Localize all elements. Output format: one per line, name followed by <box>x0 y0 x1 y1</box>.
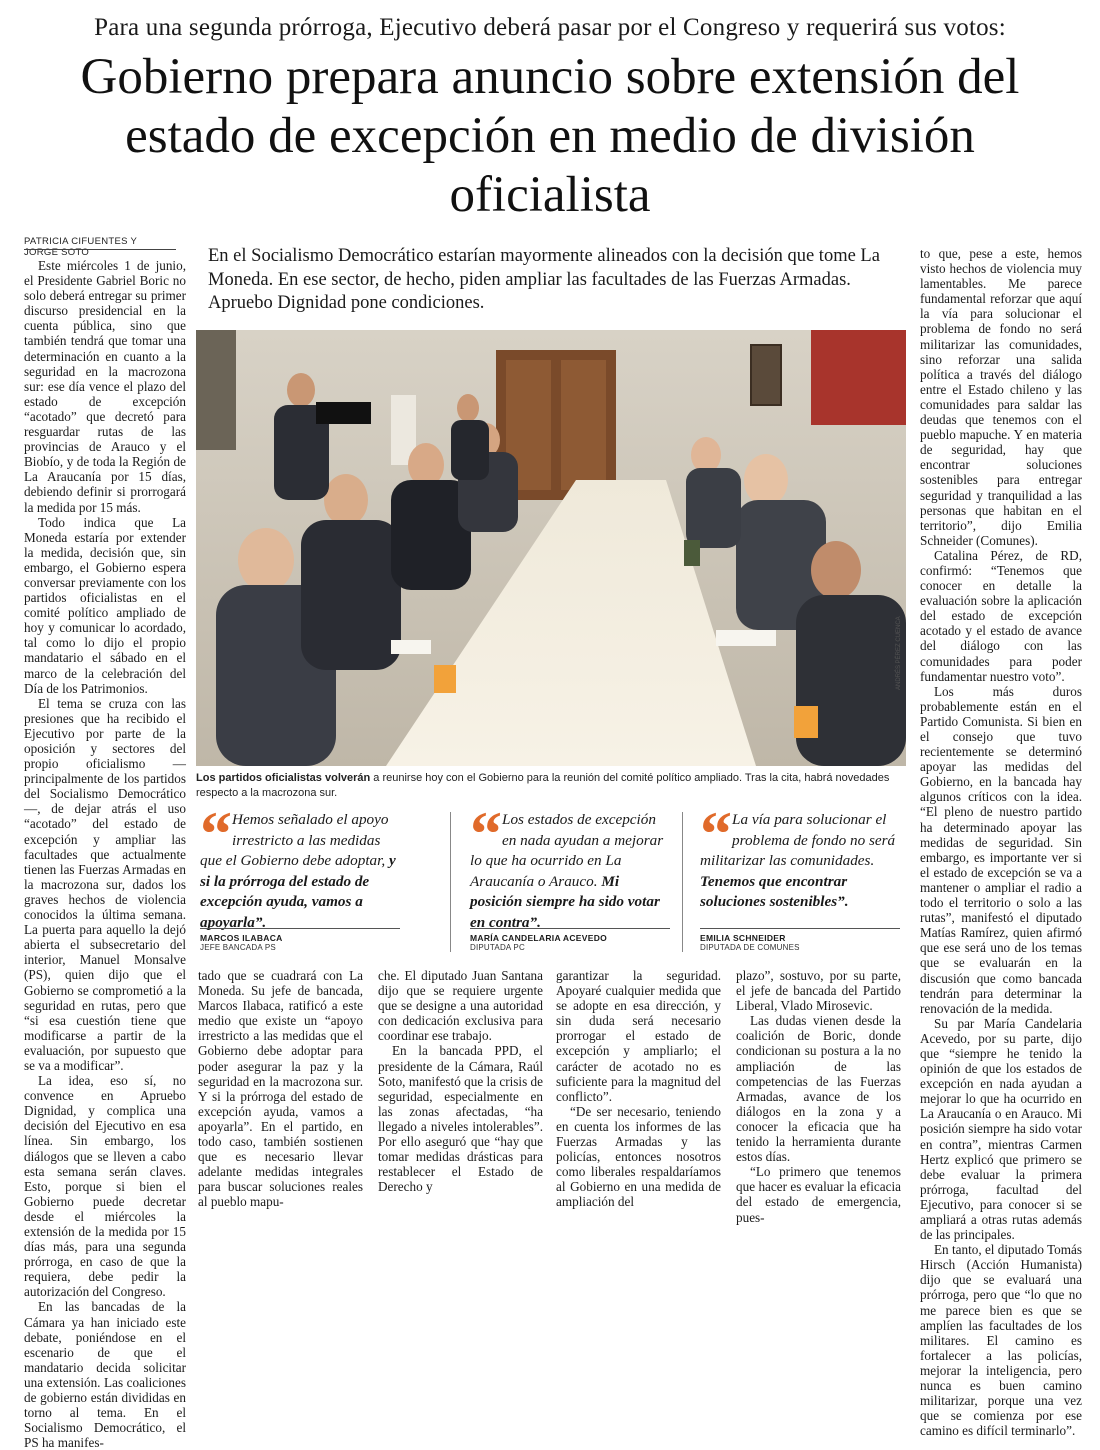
paragraph: En las bancadas de la Cámara ya han iniciado este debate, poniéndose en el escenario de que el mandatario decida solicitar una extensión. Las coaliciones de gobierno están divididas en torno al tema. En el Socialismo Democrático, el PS ha manifes- <box>24 1299 186 1450</box>
caption-text: a reunirse hoy con el Gobierno para la reunión del comité político ampliado. Tras la cita, habrá novedades respecto a la macrozona sur. <box>196 772 890 799</box>
quote-text: Hemos señalado el apoyo irrestricto a las medidas que el Gobierno debe adoptar, y si la prórroga del estado de excepción ayuda, vamos a apoyarla”. <box>200 811 396 931</box>
meeting-photo-illustration <box>196 330 906 766</box>
quote-rule <box>200 928 400 929</box>
quote-author-role: DIPUTADA PC <box>470 943 525 952</box>
paragraph: Los más duros probablemente están en el Partido Comunista. Si bien en el consejo que tuvo recientemente se determinó apoyar las medidas del Gobierno, en la bancada hay algunos críticos con la idea. “El pleno de nuestro partido ha determinado apoyar las medidas de seguridad. Sin embargo, es importante ver si el estado de excepción se va a mantener o ampliar el radio a todo el territorio o solo a las rutas”, manifestó el diputado Matías Ramírez, quien afirmó que ese será uno de los temas que se evaluarán en la discusión que como bancada tendrán para determinar la renovación de la medida. <box>920 683 1082 1016</box>
paragraph: “De ser necesario, teniendo en cuenta los informes de las Fuerzas Armadas y las policías, entonces nosotros como liberales respaldaríamos al Gobierno en una medida de ampliación del <box>556 1103 721 1210</box>
byline: PATRICIA CIFUENTES Y JORGE SOTO <box>24 236 137 258</box>
quote-mark-icon: “ <box>700 798 726 869</box>
article-column-1 <box>24 258 186 1450</box>
paragraph: En la bancada PPD, el presidente de la Cámara, Raúl Soto, manifestó que la crisis de seguridad, especialmente en las zonas afectadas, “ha llegado a niveles intolerables”. Por ello aseguró que “hay que tomar medidas drásticas para restablecer el Estado de Derecho y <box>378 1043 543 1195</box>
paragraph: garantizar la seguridad. Apoyaré cualquier medida que se adopte en esa dirección, y sin duda será necesario prorrogar el estado de excepción y ampliarlo; el carácter de acotado no es suficiente para la magnitud del conflicto”. <box>556 968 721 1104</box>
paragraph: Este miércoles 1 de junio, el Presidente Gabriel Boric no solo deberá entregar su primer discurso presidencial en la cuenta pública, sino que también tendrá que tomar una determinación en cuanto a la seguridad en la macrozona sur: ese día vence el plazo del estado de excepción “acotado” que decretó para resguardar rutas de las provincias de Arauco y el Biobío, y de toda la Región de La Araucanía por 15 días, debiendo definir si prorrogará la medida por 15 más. <box>24 258 186 515</box>
quote-1 <box>200 798 400 933</box>
article-column-6 <box>920 246 1082 1439</box>
quote-separator <box>682 812 683 952</box>
kicker: Para una segunda prórroga, Ejecutivo deberá pasar por el Congreso y requerirá sus votos: <box>94 14 1006 41</box>
article-column-3 <box>378 968 543 1195</box>
quote-author-role: DIPUTADA DE COMUNES <box>700 943 800 952</box>
quote-2 <box>470 798 670 933</box>
quote-author-role: JEFE BANCADA PS <box>200 943 276 952</box>
photo-credit: ANDRÉS PÉREZ CUENCA <box>896 616 902 690</box>
paragraph: “Lo primero que tenemos que hacer es evaluar la eficacia del estado de emergencia, pues- <box>736 1164 901 1225</box>
news-photo <box>196 330 906 766</box>
paragraph: Su par María Candelaria Acevedo, por su parte, dijo que “siempre he tenido la opinión de que los estados de excepción en nada ayudan a mejorar lo que ha ocurrido en La Araucanía o en Arauco. Mi posición siempre ha sido votar en contra”, mientras Carmen Hertz explicó que primero se debe evaluar la primera prórroga, facultad del Ejecutivo, para conocer si se ampliará a otras rutas además de las principales. <box>920 1015 1082 1243</box>
paragraph: En tanto, el diputado Tomás Hirsch (Acción Humanista) dijo que se evaluará una prórroga, pero que “lo que no me parece bien es que se amplíen las facultades de los militares. El camino es fortalecer a las policías, mejorar la inteligencia, pero nunca es buen camino militarizar, porque una vez que se comienza por ese camino es difícil terminarlo”. <box>920 1242 1082 1439</box>
photo-caption <box>196 771 906 800</box>
article-column-2 <box>198 968 363 1210</box>
quote-text: Los estados de excepción en nada ayudan a mejorar lo que ha ocurrido en La Araucanía o Arauco. Mi posición siempre ha sido votar en contra”. <box>470 811 664 931</box>
article-column-5 <box>736 968 901 1225</box>
quote-rule <box>700 928 900 929</box>
quote-3 <box>700 798 900 913</box>
quote-rule <box>470 928 670 929</box>
quote-author-name: MARCOS ILABACA <box>200 933 283 943</box>
quote-author-name: MARÍA CANDELARIA ACEVEDO <box>470 933 608 943</box>
paragraph: Todo indica que La Moneda estaría por extender la medida, decisión que, sin embargo, el Gobierno espera conversar previamente con los partidos oficialistas en el comité político ampliado de hoy y comunicar lo acordado, tal como lo dijo el propio mandatario el sábado en el marco de la celebración del Día de los Patrimonios. <box>24 514 186 696</box>
paragraph: plazo”, sostuvo, por su parte, el jefe de bancada del Partido Liberal, Vlado Mirosevic. <box>736 968 901 1014</box>
quote-text: La vía para solucionar el problema de fondo no será militarizar las comunidades. Tenemos que encontrar soluciones sostenibles”. <box>700 811 896 910</box>
paragraph: Catalina Pérez, de RD, confirmó: “Tenemos que conocer en detalle la evaluación sobre la aplicación del estado de excepción acotado y el estado de avance del diálogo con las comunidades para poder fundamentar nuestro voto”. <box>920 547 1082 684</box>
paragraph: tado que se cuadrará con La Moneda. Su jefe de bancada, Marcos Ilabaca, ratificó a este medio que existe un “apoyo irrestricto a las medidas que el Gobierno debe adoptar para poder asegurar la paz y la seguridad en la macrozona sur. Y si la prórroga del estado de excepción ayuda, vamos a apoyarla”. En el partido, en todo caso, también sostienen que es necesario llevar adelante medidas integrales para buscar soluciones reales al pueblo mapu- <box>198 968 363 1210</box>
headline: Gobierno prepara anuncio sobre extensión del estado de excepción en medio de división oficialista <box>80 49 1020 223</box>
quote-mark-icon: “ <box>200 798 226 869</box>
caption-bold: Los partidos oficialistas volverán <box>196 772 371 784</box>
paragraph: che. El diputado Juan Santana dijo que se requiere urgente que se designe a una autoridad con dedicación exclusiva para coordinar ese trabajo. <box>378 968 543 1044</box>
byline-rule <box>24 249 176 250</box>
quote-separator <box>450 812 451 952</box>
lead-paragraph: En el Socialismo Democrático estarían mayormente alineados con la decisión que tome La Moneda. En ese sector, de hecho, piden ampliar las facultades de las Fuerzas Armadas. Apruebo Dignidad pone condiciones. <box>208 246 880 313</box>
article-column-4 <box>556 968 721 1210</box>
paragraph: El tema se cruza con las presiones que ha recibido el Ejecutivo por parte de la oposición y sectores del propio oficialismo —principalmente de los partidos del Socialismo Democrático—, de dejar atrás el uso “acotado” del estado de excepción y ampliar las facultades que actualmente tienen las Fuerzas Armadas en la macrozona sur, dados los graves hechos de violencia conocidos la última semana. La puerta para aquello la dejó abierta el subsecretario del interior, Manuel Monsalve (PS), quien dijo que el Gobierno se comprometió a la seguridad en rutas, pero que “si esa cuestión tiene que modificarse a partir de la evaluación, por supuesto que se va a modificar”. <box>24 695 186 1073</box>
quote-mark-icon: “ <box>470 798 496 869</box>
paragraph: to que, pese a este, hemos visto hechos de violencia muy lamentables. Me parece fundamental reforzar que aquí la vía para solucionar el problema de fondo no será militarizar las comunidades, sino reforzar una salida política a través del diálogo entre el Estado chileno y las comunidades para saldar las deudas que tenemos con el pueblo mapuche. Y en materia de seguridad, hay que encontrar soluciones sostenibles para entregar seguridad y tranquilidad a las personas que habitan en el territorio”, dijo Emilia Schneider (Comunes). <box>920 246 1082 548</box>
paragraph: Las dudas vienen desde la coalición de Boric, donde condicionan su postura a la no ampliación de las competencias de las Fuerzas Armadas, avance de los diálogos en la zona y a conocer la eficacia que ha tenido la herramienta durante estos días. <box>736 1013 901 1165</box>
paragraph: La idea, eso sí, no convence en Apruebo Dignidad, y complica una decisión del Ejecutivo en esa línea. Sin embargo, los diálogos que se lleven a cabo esta semana serán claves. Esto, porque si bien el Gobierno puede decretar desde el miércoles la extensión de la medida por 15 días más, para una segunda prórroga, en caso de que la requiera, debe pedir la autorización del Congreso. <box>24 1073 186 1300</box>
quote-author-name: EMILIA SCHNEIDER <box>700 933 786 943</box>
